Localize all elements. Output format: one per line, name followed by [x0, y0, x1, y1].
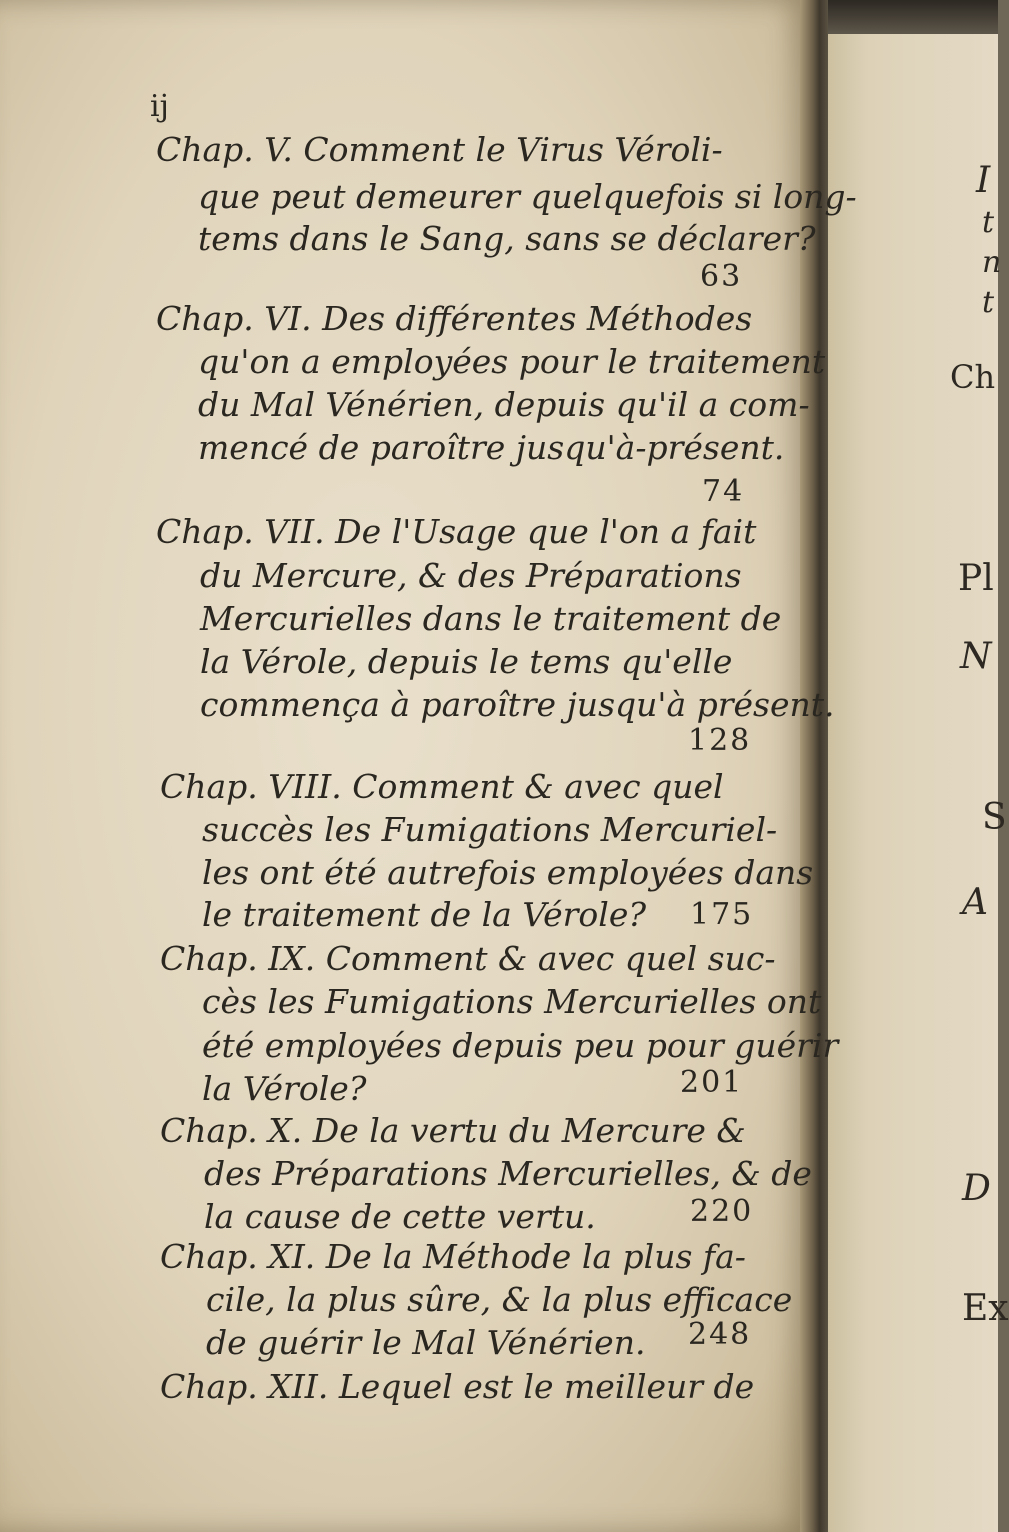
toc-line-21: la Vérole? — [202, 1069, 367, 1108]
toc-line-6: qu'on a employées pour le traitement — [198, 342, 826, 381]
right-fragment: Pl — [958, 558, 994, 599]
toc-line-18: Chap. IX. Comment & avec quel suc- — [160, 939, 776, 978]
page-number-chap10: 220 — [690, 1194, 754, 1229]
toc-line-1: Chap. V. Comment le Virus Véroli- — [156, 130, 723, 169]
page-number-chap8: 175 — [690, 897, 754, 932]
toc-line-12: la Vérole, depuis le tems qu'elle — [200, 642, 733, 681]
right-fragment: N — [960, 636, 992, 677]
right-fragment: t — [982, 285, 995, 320]
toc-line-11: Mercurielles dans le traitement de — [200, 599, 782, 638]
toc-line-22: Chap. X. De la vertu du Mercure & — [160, 1111, 746, 1150]
binding-edge — [800, 0, 998, 34]
toc-line-25: Chap. XI. De la Méthode la plus fa- — [160, 1237, 746, 1276]
toc-line-10: du Mercure, & des Préparations — [200, 556, 742, 595]
right-fragment: D — [962, 1168, 991, 1209]
right-fragment: Ch — [950, 358, 996, 396]
toc-line-19: cès les Fumigations Mercurielles ont — [202, 982, 822, 1021]
toc-line-8: mencé de paroître jusqu'à-présent. — [198, 428, 785, 467]
page-number-chap9: 201 — [680, 1065, 744, 1100]
toc-line-2: que peut demeurer quelquefois si long- — [198, 177, 857, 216]
right-fragment: I — [976, 160, 991, 201]
toc-line-5: Chap. VI. Des différentes Méthodes — [156, 299, 753, 338]
toc-line-23: des Préparations Mercurielles, & de — [204, 1154, 812, 1193]
toc-line-15: succès les Fumigations Mercuriel- — [202, 810, 778, 849]
toc-line-7: du Mal Vénérien, depuis qu'il a com- — [198, 385, 810, 424]
toc-line-13: commença à paroître jusqu'à présent. — [200, 685, 835, 724]
page-signature: ij — [150, 89, 169, 124]
toc-line-3: tems dans le Sang, sans se déclarer? — [198, 219, 816, 258]
page-number-chap5: 63 — [700, 259, 743, 294]
toc-line-17: le traitement de la Vérole? — [202, 895, 647, 934]
page-number-chap6: 74 — [702, 474, 745, 509]
right-fragment: A — [962, 882, 988, 923]
right-fragment: t — [982, 205, 995, 240]
toc-line-14: Chap. VIII. Comment & avec quel — [160, 767, 724, 806]
right-fragment: S — [982, 797, 1007, 838]
toc-line-16: les ont été autrefois employées dans — [202, 853, 814, 892]
toc-line-20: été employées depuis peu pour guérir — [202, 1026, 839, 1065]
page-number-chap7: 128 — [688, 723, 752, 758]
toc-line-24: la cause de cette vertu. — [204, 1197, 596, 1236]
toc-line-27: de guérir le Mal Vénérien. — [206, 1323, 646, 1362]
right-fragment: Ex — [962, 1288, 1009, 1329]
toc-line-28: Chap. XII. Lequel est le meilleur de — [160, 1367, 755, 1406]
page-number-chap11: 248 — [688, 1317, 752, 1352]
right-fragment: n — [982, 245, 1002, 280]
toc-line-26: cile, la plus sûre, & la plus efficace — [206, 1280, 793, 1319]
toc-line-9: Chap. VII. De l'Usage que l'on a fait — [156, 512, 757, 551]
